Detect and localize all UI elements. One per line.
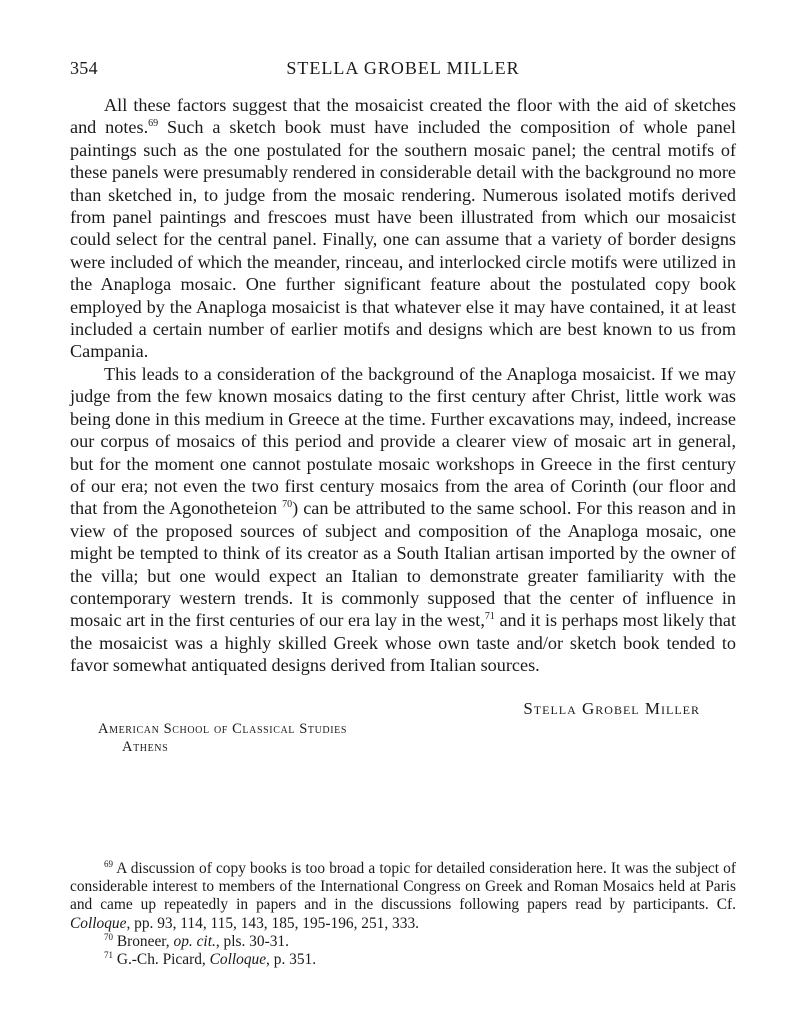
footnote-69-number: 69 xyxy=(104,859,113,869)
running-header xyxy=(70,58,736,82)
footnote-ref-69[interactable]: 69 xyxy=(148,118,159,130)
running-title: STELLA GROBEL MILLER xyxy=(286,58,520,78)
page-number: 354 xyxy=(70,58,98,78)
footnote-70-text-a: Broneer, xyxy=(113,932,174,950)
footnote-69-text-b: , pp. 93, 114, 115, 143, 185, 195-196, 251, 333. xyxy=(126,914,419,932)
footnote-70-number: 70 xyxy=(104,931,113,942)
footnote-71-number: 71 xyxy=(104,950,113,961)
footnote-69-italic: Colloque xyxy=(70,914,127,932)
affiliation-institution: American School of Classical Studies xyxy=(98,721,348,737)
footnote-71-text-a: G.-Ch. Picard, xyxy=(113,951,210,969)
paragraph-1 xyxy=(70,94,736,363)
paragraph-2-text-a: This leads to a consideration of the background of the Anaploga mosaicist. If we may judge from the few known mosaics dating to the first century after Christ, little work was being done in this medium in Greece at the time. Further excavations may, indeed, increase our corpus of mosaics of this period and provide a clearer view of mosaic art in general, but for the moment one cannot postulate mosaic workshops in Greece in the first century of our era; not even the two first century mosaics from the area of Corinth (our floor and that from the Agonotheteion xyxy=(70,363,736,519)
footnote-ref-71[interactable]: 71 xyxy=(484,611,495,623)
paragraph-2-text-c: and it is perhaps most likely that the mosaicist was a highly skilled Greek whose own taste and/or sketch book tended to favor somewhat antiquated designs derived from Italian sources. xyxy=(70,610,737,676)
paragraph-1-text-b: Such a sketch book must have included the composition of whole panel paintings such as the one postulated for the southern mosaic panel; the central motifs of these panels were presumably rendered in considerable detail with the background no more than sketched in, to judge from the mosaic rendering. Numerous isolated motifs derived from panel paintings and frescoes must have been illustrated from which our mosaicist could select for the central panel. Finally, one can assume that a variety of border designs were included of which the meander, rinceau, and interlocked circle motifs were utilized in the Anaploga mosaic. One further significant feature about the postulated copy book employed by the Anaploga mosaicist is that whatever else it may have contained, it at least included a certain number of earlier motifs and designs which are best known to us from Campania. xyxy=(70,117,736,362)
footnote-69 xyxy=(70,860,736,933)
footnote-70-italic: op. cit. xyxy=(173,932,216,950)
paragraph-1-text-a: All these factors suggest that the mosaicist created the floor with the aid of sketches and notes. xyxy=(70,95,736,138)
affiliation-city: Athens xyxy=(122,739,169,755)
paragraph-2 xyxy=(70,363,736,677)
footnote-69-text-a: A discussion of copy books is too broad a topic for detailed consideration here. It was the subject of considerable interest to members of the International Congress on Greek and Roman Mosaics held at Paris and came up repeatedly in papers and in the discussions following papers read by participants. Cf. xyxy=(70,860,736,914)
footnote-70 xyxy=(70,933,736,951)
footnotes xyxy=(70,860,736,969)
author-affiliation xyxy=(98,720,347,756)
footnote-ref-70[interactable]: 70 xyxy=(282,499,293,511)
paragraph-2-text-b: ) can be attributed to the same school. For this reason and in view of the proposed sources of subject and composition of the Anaploga mosaic, one might be tempted to think of its creator as a South Italian artisan imported by the owner of the villa; but one would expect an Italian to demonstrate greater familiarity with the contemporary western trends. It is commonly supposed that the center of influence in mosaic art in the first centuries of our era lay in the west, xyxy=(70,498,737,631)
footnote-70-text-b: , pls. 30-31. xyxy=(215,932,289,950)
footnote-71-text-b: , p. 351. xyxy=(266,951,317,969)
footnote-71 xyxy=(70,951,736,969)
article-body xyxy=(70,94,736,677)
footnote-71-italic: Colloque xyxy=(209,951,267,969)
author-signature: Stella Grobel Miller xyxy=(523,699,700,718)
